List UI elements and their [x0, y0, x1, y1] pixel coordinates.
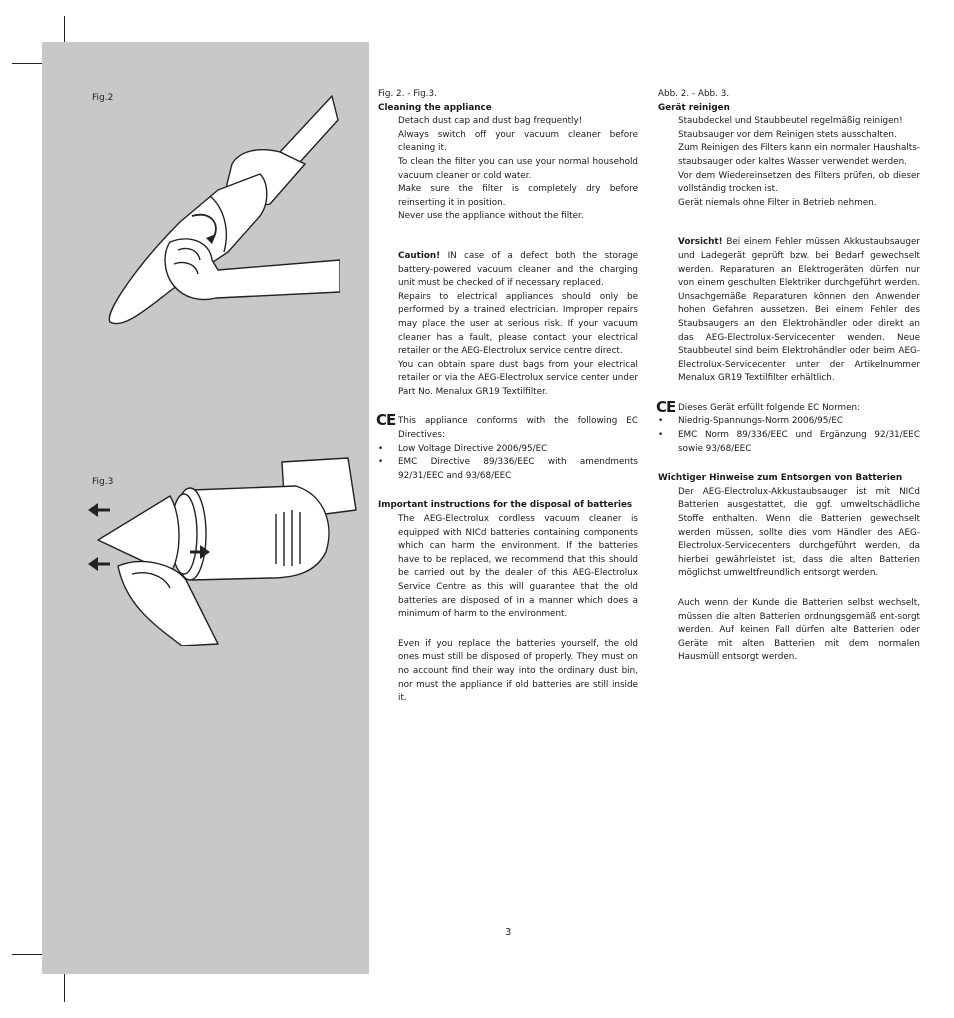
section-title: Cleaning the appliance	[378, 102, 492, 113]
directive-item: • Niedrig-Spannungs-Norm 2006/95/EC	[658, 415, 920, 429]
disposal-title: Important instructions for the disposal of batteries	[378, 500, 633, 511]
instruction-step: Staubsauger vor dem Reinigen stets ausschalten.	[678, 129, 897, 140]
fig2-illustration	[100, 92, 340, 342]
caution-label: Caution!	[398, 250, 441, 261]
conformity-statement	[656, 397, 920, 416]
figure-reference: Fig. 2. - Fig.3.	[378, 89, 437, 99]
conformity-statement	[376, 411, 638, 442]
conformity-text: Dieses Gerät erfüllt folgende EC Normen:	[678, 402, 861, 413]
instruction-step: Zum Reinigen des Filters kann ein normaler Haushalts-staubsauger oder kaltes Wasser verwendet werden.	[678, 143, 920, 167]
instruction-step: Gerät niemals ohne Filter in Betrieb nehmen.	[678, 197, 877, 208]
instruction-step: Always switch off your vacuum cleaner before cleaning it.	[398, 129, 638, 154]
section-title: Gerät reinigen	[658, 102, 730, 113]
caution-paragraph	[658, 236, 920, 386]
directive-item: • EMC Directive 89/336/EEC with amendments 92/31/EEC and 93/68/EEC	[378, 456, 638, 483]
fig3-illustration	[86, 456, 358, 646]
fig2-label: Fig.2	[92, 93, 114, 103]
caution-paragraph	[378, 250, 638, 291]
replace-paragraph: Auch wenn der Kunde die Batterien selbst wechselt, müssen die alten Batterien ordnungsgemäß ent-sorgt werden. Auf keinen Fall dürfen alte Batterien oder Geräte mit alten Batterien mit dem normalen Hausmüll entsorgt werden.	[678, 598, 920, 663]
spare-parts-paragraph: You can obtain spare dust bags from your electrical retailer or via the AEG-Electrolux service center under Part No. Menalux GR19 Textilfilter.	[398, 359, 638, 397]
repairs-paragraph: Repairs to electrical appliances should only be performed by a trained electrician. Improper repairs may place the user at serious risk. If your vacuum cleaner has a fault, please contact your electrical retailer or the AEG-Electrolux service centre direct.	[398, 291, 638, 357]
ce-mark-icon: CE	[656, 397, 676, 416]
english-column	[378, 88, 638, 706]
instruction-step: To clean the filter you can use your normal household vacuum cleaner or cold water.	[398, 156, 638, 181]
figure-reference: Abb. 2. - Abb. 3.	[658, 89, 730, 99]
instruction-step: Make sure the filter is completely dry before reinserting it in position.	[398, 184, 638, 208]
page-number: 3	[505, 927, 512, 938]
replace-paragraph: Even if you replace the batteries yourself, the old ones must still be disposed of properly. They must on no account find their way into the ordinary dust bin, nor must the appliance if old batteries are still inside it.	[398, 638, 638, 704]
instruction-step: Vor dem Wiedereinsetzen des Filters prüfen, ob dieser vollständig trocken ist.	[678, 170, 920, 195]
ce-mark-icon: CE	[376, 411, 396, 430]
disposal-paragraph: Der AEG-Electrolux-Akkustaubsauger ist mit NICd Batterien ausgestattet, die ggf. umweltschädliche Stoffe enthalten. Wenn die Batterien gewechselt werden müssen, sollte dies vom Händler des AEG-Electrolux-Servicecenters durchgeführt werden, da hierbei gewährleistet ist, dass die alten Batterien möglichst umweltfreundlich entsorgt werden.	[678, 486, 920, 579]
caution-text: IN case of a defect both the storage battery-powered vacuum cleaner and the charging unit must be checked of if necessary replaced.	[398, 250, 638, 289]
directive-item: • EMC Norm 89/336/EEC und Ergänzung 92/31/EEC sowie 93/68/EEC	[658, 429, 920, 456]
instruction-step: Never use the appliance without the filter.	[398, 211, 584, 222]
fig3-label: Fig.3	[92, 477, 114, 487]
conformity-text: This appliance conforms with the following EC Directives:	[398, 416, 638, 441]
instruction-step: Staubdeckel und Staubbeutel regelmäßig reinigen!	[678, 116, 903, 127]
disposal-paragraph: The AEG-Electrolux cordless vacuum cleaner is equipped with NICd batteries containing components which can harm the environment. If the batteries have to be replaced, we recommend that this should be carried out by the dealer of this AEG-Electrolux Service Centre as this will guarantee that the old batteries are disposed of in a manner which does a minimum of harm to the environment.	[398, 514, 638, 620]
directive-item: • Low Voltage Directive 2006/95/EC	[378, 443, 638, 457]
instruction-step: Detach dust cap and dust bag frequently!	[398, 116, 583, 127]
caution-label: Vorsicht!	[678, 237, 723, 248]
german-column	[658, 88, 920, 665]
caution-text: Bei einem Fehler müssen Akkustaubsauger und Ladegerät geprüft bzw. bei Bedarf gewechselt werden. Reparaturen an Elektrogeräten dürfen nur von einem geschulten Elektriker durchgeführt werden. Unsachgemäße Reparaturen können den Anwender hohen Gefahren aussetzen. Bei einem Fehler des Staubsaugers an den Elektrohändler oder direkt an das AEG-Electrolux-Servicecenter wenden. Neue Staubbeutel sind beim Elektrohändler oder beim AEG-Electrolux-Servicecenter unter der Artikelnummer Menalux GR19 Textilfilter erhältlich.	[678, 237, 920, 384]
disposal-title: Wichtiger Hinweise zum Entsorgen von Batterien	[658, 473, 903, 484]
